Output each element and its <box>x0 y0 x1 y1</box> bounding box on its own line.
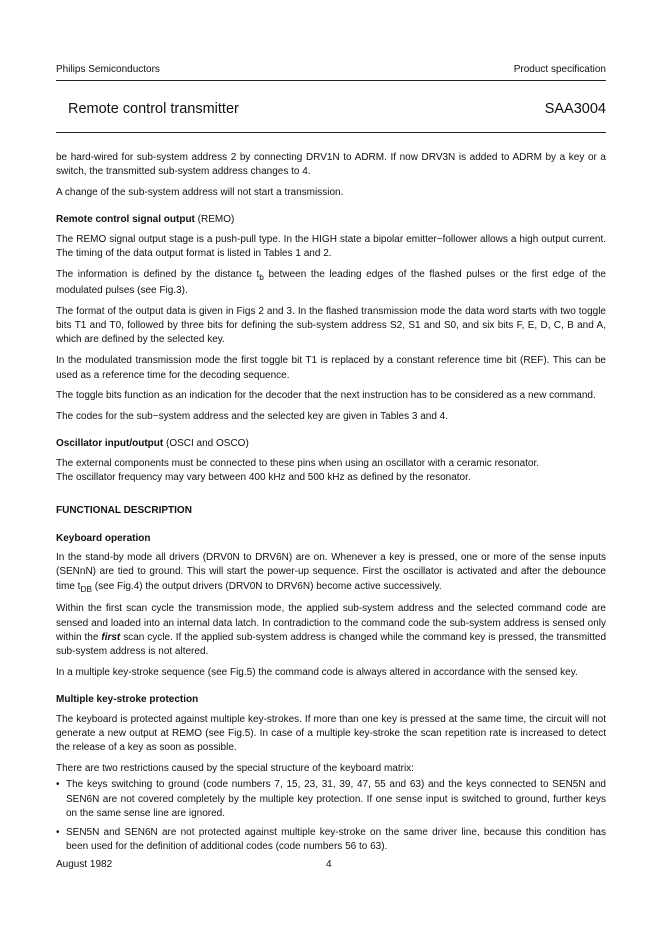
header-rule-bottom <box>56 132 606 133</box>
remo-p2-text-b: between the leading edges of the flashed pulses or the first edge of the modulated pulses (see Fig.3). <box>56 268 606 297</box>
keyboard-p2-emphasis: first <box>101 631 121 643</box>
keyboard-paragraph-2 <box>56 602 606 659</box>
oscillator-heading <box>56 437 606 451</box>
remo-paragraph-1: The REMO signal output stage is a push-pull type. In the HIGH state a bipolar emitter−follower allows a high output current. The timing of the data output format is listed in Tables 1 and 2. <box>56 233 606 259</box>
remo-heading <box>56 213 606 227</box>
remo-paragraph-6: The codes for the sub−system address and the selected key are given in Tables 3 and 4. <box>56 411 448 423</box>
functional-description-heading: FUNCTIONAL DESCRIPTION <box>56 505 192 517</box>
oscillator-heading-bold: Oscillator input/output <box>56 438 164 450</box>
list-item: • SEN5N and SEN6N are not protected against multiple key-stroke on the same driver line, because this condition has been used for the definition of additional codes (code numbers 56 to 63). <box>56 826 606 855</box>
header-doc-type: Product specification <box>513 64 606 75</box>
oscillator-line-2: The oscillator frequency may vary between 400 kHz and 500 kHz as defined by the resonator. <box>56 472 471 484</box>
multiple-paragraph-2: There are two restrictions caused by the special structure of the keyboard matrix: <box>56 763 414 774</box>
footer-date: August 1982 <box>56 859 113 870</box>
page-number: 4 <box>326 859 332 870</box>
keyboard-heading: Keyboard operation <box>56 532 151 544</box>
part-number: SAA3004 <box>544 101 606 117</box>
multiple-keystroke-heading: Multiple key-stroke protection <box>56 694 199 706</box>
remo-paragraph-4: In the modulated transmission mode the first toggle bit T1 is replaced by a constant reference time bit (REF). This can be used as a reference time for the decoding sequence. <box>56 355 606 381</box>
header-company: Philips Semiconductors <box>56 64 160 75</box>
multiple-paragraph-1: The keyboard is protected against multiple key-strokes. If more than one key is pressed at the same time, the circuit will not generate a new output at REMO (see Fig.5). In case of a multiple key-stroke the scan repetition rate is increased to detect the release of a key as soon as possible. <box>56 713 606 754</box>
intro-paragraph-1: be hard-wired for sub-system address 2 by connecting DRV1N to ADRM. If now DRV3N is added to ADRM by a key or a switch, the transmitted sub-system address changes to 4. <box>56 152 606 178</box>
remo-p2-text-a: The information is defined by the distance t <box>56 268 260 280</box>
remo-heading-suffix: (REMO) <box>194 214 235 226</box>
remo-p2-subscript: b <box>259 271 264 282</box>
keyboard-p1-text-b: (see Fig.4) the output drivers (DRV0N to DRV6N) become active successively. <box>92 580 442 592</box>
keyboard-paragraph-1 <box>56 551 606 596</box>
oscillator-paragraph <box>56 457 606 486</box>
keyboard-p1-text-a: In the stand-by mode all drivers (DRV0N to DRV6N) are on. Whenever a key is pressed, one or more of the sense inputs (SENnN) are tied to ground. This will start the power-up sequence. First the oscillator is activated and after the debounce time t <box>56 551 606 592</box>
remo-paragraph-2 <box>56 268 606 299</box>
remo-paragraph-3: The format of the output data is given in Figs 2 and 3. In the flashed transmission mode the data word starts with two toggle bits T1 and T0, followed by three bits for defining the sub-system address S2, S1 and S0, and six bits F, E, D, C, B and A, which are defined by the selected key. <box>56 305 606 346</box>
keyboard-p1-subscript: DB <box>80 583 93 594</box>
document-title: Remote control transmitter <box>68 101 239 117</box>
intro-paragraph-2: A change of the sub-system address will not start a transmission. <box>56 187 344 199</box>
oscillator-heading-suffix: (OSCI and OSCO) <box>163 438 249 450</box>
keyboard-paragraph-3: In a multiple key-stroke sequence (see Fig.5) the command code is always altered in accordance with the sensed key. <box>56 667 578 679</box>
remo-heading-bold: Remote control signal output <box>56 214 195 226</box>
keyboard-p2-text-a: Within the first scan cycle the transmission mode, the applied sub-system address and the selected command code are sensed and loaded into an internal data latch. In contradiction to the command code the sub-system address is sensed only within the <box>56 603 606 643</box>
keyboard-p2-text-b: scan cycle. If the applied sub-system address is changed while the command key is pressed, the transmitted sub-system address is not altered. <box>56 631 607 658</box>
header-rule-top <box>56 80 606 81</box>
oscillator-line-1: The external components must be connected to these pins when using an oscillator with a ceramic resonator. <box>56 457 540 469</box>
page-content <box>56 151 606 860</box>
remo-paragraph-5: The toggle bits function as an indication for the decoder that the next instruction has to be considered as a new command. <box>56 390 596 402</box>
restrictions-list <box>56 778 606 854</box>
list-item: • The keys switching to ground (code numbers 7, 15, 23, 31, 39, 47, 55 and 63) and the keys connected to SEN5N and SEN6N are not covered completely by the multiple key protection. If one sense input is switched to ground, further keys on the same sense line are ignored. <box>56 778 606 821</box>
